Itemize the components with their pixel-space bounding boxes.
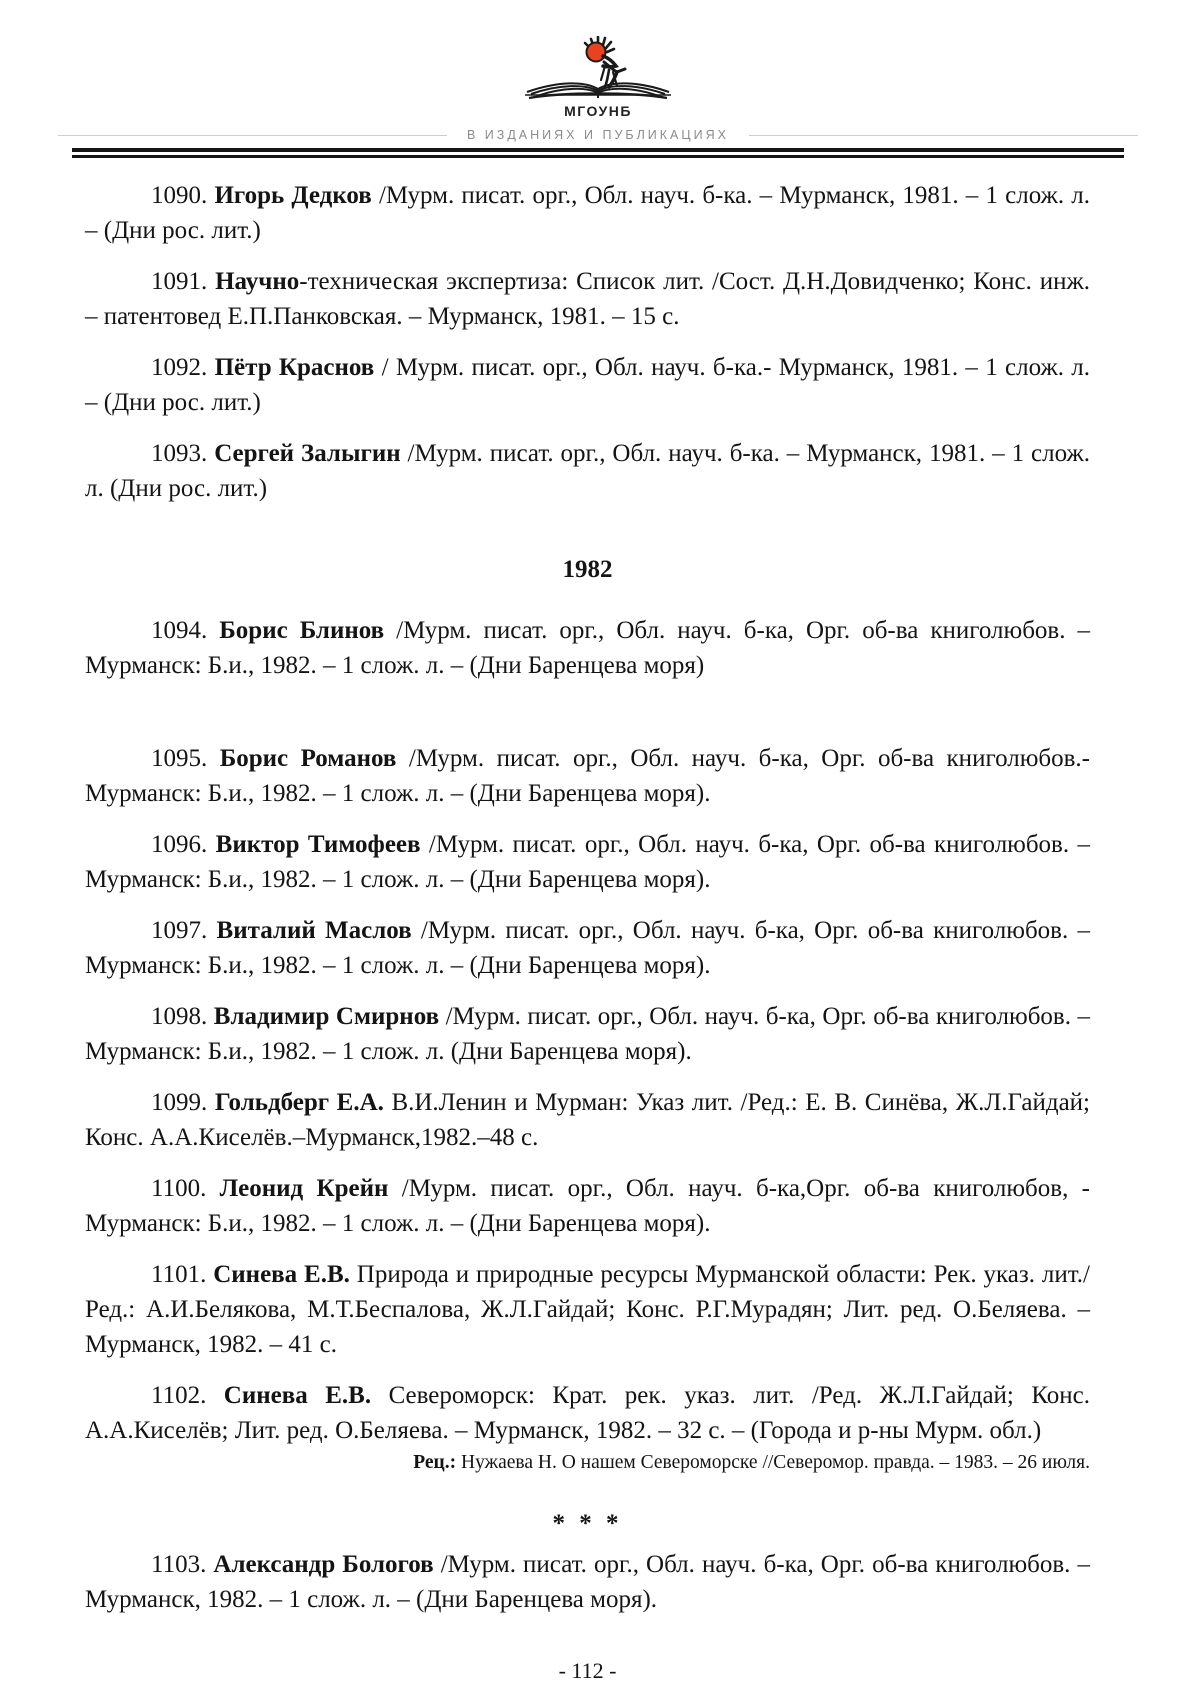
review-label: Рец.: (413, 1452, 457, 1473)
entry-text: /Мурм. писат. орг., Обл. науч. б-ка, Орг. об-ва книголюбов. – Мурманск: Б.и., 1982. – 1 слож. л. – (Дни Баренцева моря). (85, 917, 1090, 979)
header-subtitle-row (0, 126, 1196, 144)
entry-author: Борис Романов (219, 745, 397, 772)
entry-text: /Мурм. писат. орг., Обл. науч. б-ка, Орг. об-ва книголюбов. – Мурманск: Б.и., 1982. – 1 слож. л. – (Дни Баренцева моря) (85, 617, 1090, 679)
header-double-rule (72, 148, 1124, 158)
bib-entry-1090 (85, 178, 1090, 248)
entry-text: Североморск: Крат. рек. указ. лит. /Ред. Ж.Л.Гайдай; Конс. А.А.Киселёв; Лит. ред. О.Беляева. – Мурманск, 1982. – 32 с. – (Города и р-ны Мурм. обл.) (85, 1382, 1090, 1444)
header-subtitle: В ИЗДАНИЯХ И ПУБЛИКАЦИЯХ (447, 126, 749, 144)
entry-author: Научно (215, 268, 300, 295)
entry-author: Гольдберг Е.А. (214, 1089, 384, 1116)
review-note (85, 1448, 1090, 1478)
bib-entry-1102 (85, 1378, 1090, 1448)
entry-text: Природа и природные ресурсы Мурманской области: Рек. указ. лит./Ред.: А.И.Белякова, М.Т.Беспалова, Ж.Л.Гайдай; Конс. Р.Г.Мурадян; Лит. ред. О.Беляева. – Мурманск, 1982. – 41 с. (85, 1261, 1091, 1358)
entry-text: / Мурм. писат. орг., Обл. науч. б-ка.- Мурманск, 1981. – 1 слож. л. – (Дни рос. лит.) (85, 354, 1091, 416)
bibliography-content (0, 158, 1196, 1688)
bib-entry-1103 (85, 1547, 1090, 1617)
entry-author: Сергей Залыгин (214, 440, 401, 467)
bib-entry-1101 (85, 1257, 1090, 1362)
logo-acronym: МГОУНБ (564, 103, 632, 119)
page-number: - 112 - (558, 1658, 617, 1683)
library-logo (513, 36, 683, 118)
bib-entry-1097 (85, 913, 1090, 983)
bib-entry-1099 (85, 1085, 1090, 1155)
entry-number: 1103. (151, 1551, 214, 1578)
entry-number: 1093. (151, 440, 215, 467)
entry-number: 1094. (151, 617, 220, 644)
entry-text: /Мурм. писат. орг., Обл. науч. б-ка. – Мурманск, 1981. – 1 слож. л. – (Дни рос. лит.) (85, 182, 1091, 244)
entry-text: -техническая экспертиза: Список лит. /Сост. Д.Н.Довидченко; Конс. инж. – патентовед Е.П.Панковская. – Мурманск, 1981. – 15 с. (85, 268, 1090, 330)
asterisk-separator: * * * (552, 1510, 623, 1537)
entry-text: /Мурм. писат. орг., Обл. науч. б-ка, Орг. об-ва книголюбов. – Мурманск: Б.и., 1982. – 1 слож. л. (Дни Баренцева моря). (85, 1003, 1090, 1065)
bib-entry-1091 (85, 264, 1090, 334)
entry-author: Леонид Крейн (219, 1175, 389, 1202)
entry-author: Игорь Дедков (214, 182, 372, 209)
entry-author: Александр Бологов (213, 1551, 434, 1578)
bib-entry-1093 (85, 436, 1090, 506)
bib-entry-1096 (85, 827, 1090, 897)
bib-entry-1098 (85, 999, 1090, 1069)
entry-text: /Мурм. писат. орг., Обл. науч. б-ка. – Мурманск, 1981. – 1 слож. л. (Дни рос. лит.) (85, 440, 1090, 502)
entry-author: Пётр Краснов (214, 354, 375, 381)
entry-number: 1096. (151, 831, 216, 858)
entry-author: Виталий Маслов (216, 917, 412, 944)
entry-text: /Мурм. писат. орг., Обл. науч. б-ка, Орг. об-ва книголюбов. – Мурманск: Б.и., 1982. – 1 слож. л. – (Дни Баренцева моря). (85, 831, 1091, 893)
entry-number: 1097. (151, 917, 217, 944)
entry-number: 1101. (151, 1261, 214, 1288)
entry-author: Виктор Тимофеев (215, 831, 421, 858)
entry-text: /Мурм. писат. орг., Обл. науч. б-ка, Орг. об-ва книголюбов.- Мурманск: Б.и., 1982. – 1 слож. л. – (Дни Баренцева моря). (85, 745, 1090, 807)
reindeer-sun-book-logo-icon (513, 36, 683, 102)
entry-author: Синева Е.В. (223, 1382, 372, 1409)
entry-number: 1095. (151, 745, 220, 772)
entry-number: 1090. (151, 182, 215, 209)
entry-number: 1092. (151, 354, 215, 381)
entry-text: В.И.Ленин и Мурман: Указ лит. /Ред.: Е. В. Синёва, Ж.Л.Гайдай; Конс. А.А.Киселёв.–Мурманск,1982.–48 с. (85, 1089, 1091, 1151)
entry-author: Борис Блинов (219, 617, 385, 644)
entry-number: 1098. (151, 1003, 214, 1030)
entry-author: Синева Е.В. (213, 1261, 350, 1288)
entry-text: /Мурм. писат. орг., Обл. науч. б-ка, Орг. об-ва книголюбов. – Мурманск, 1982. – 1 слож. л. – (Дни Баренцева моря). (85, 1551, 1091, 1613)
bib-entry-1100 (85, 1171, 1090, 1241)
entry-number: 1102. (151, 1382, 224, 1409)
year-heading-1982: 1982 (562, 556, 613, 583)
entry-number: 1100. (151, 1175, 220, 1202)
bib-entry-1095 (85, 741, 1090, 811)
review-text: Нужаева Н. О нашем Североморске //Северомор. правда. – 1983. – 26 июля. (456, 1452, 1090, 1473)
bib-entry-1094 (85, 613, 1090, 683)
bib-entry-1092 (85, 350, 1090, 420)
entry-text: /Мурм. писат. орг., Обл. науч. б-ка,Орг. об-ва книголюбов, - Мурманск: Б.и., 1982. – 1 слож. л. – (Дни Баренцева моря). (85, 1175, 1090, 1237)
entry-number: 1091. (151, 268, 216, 295)
entry-number: 1099. (151, 1089, 215, 1116)
page-header (0, 36, 1196, 158)
entry-author: Владимир Смирнов (213, 1003, 440, 1030)
